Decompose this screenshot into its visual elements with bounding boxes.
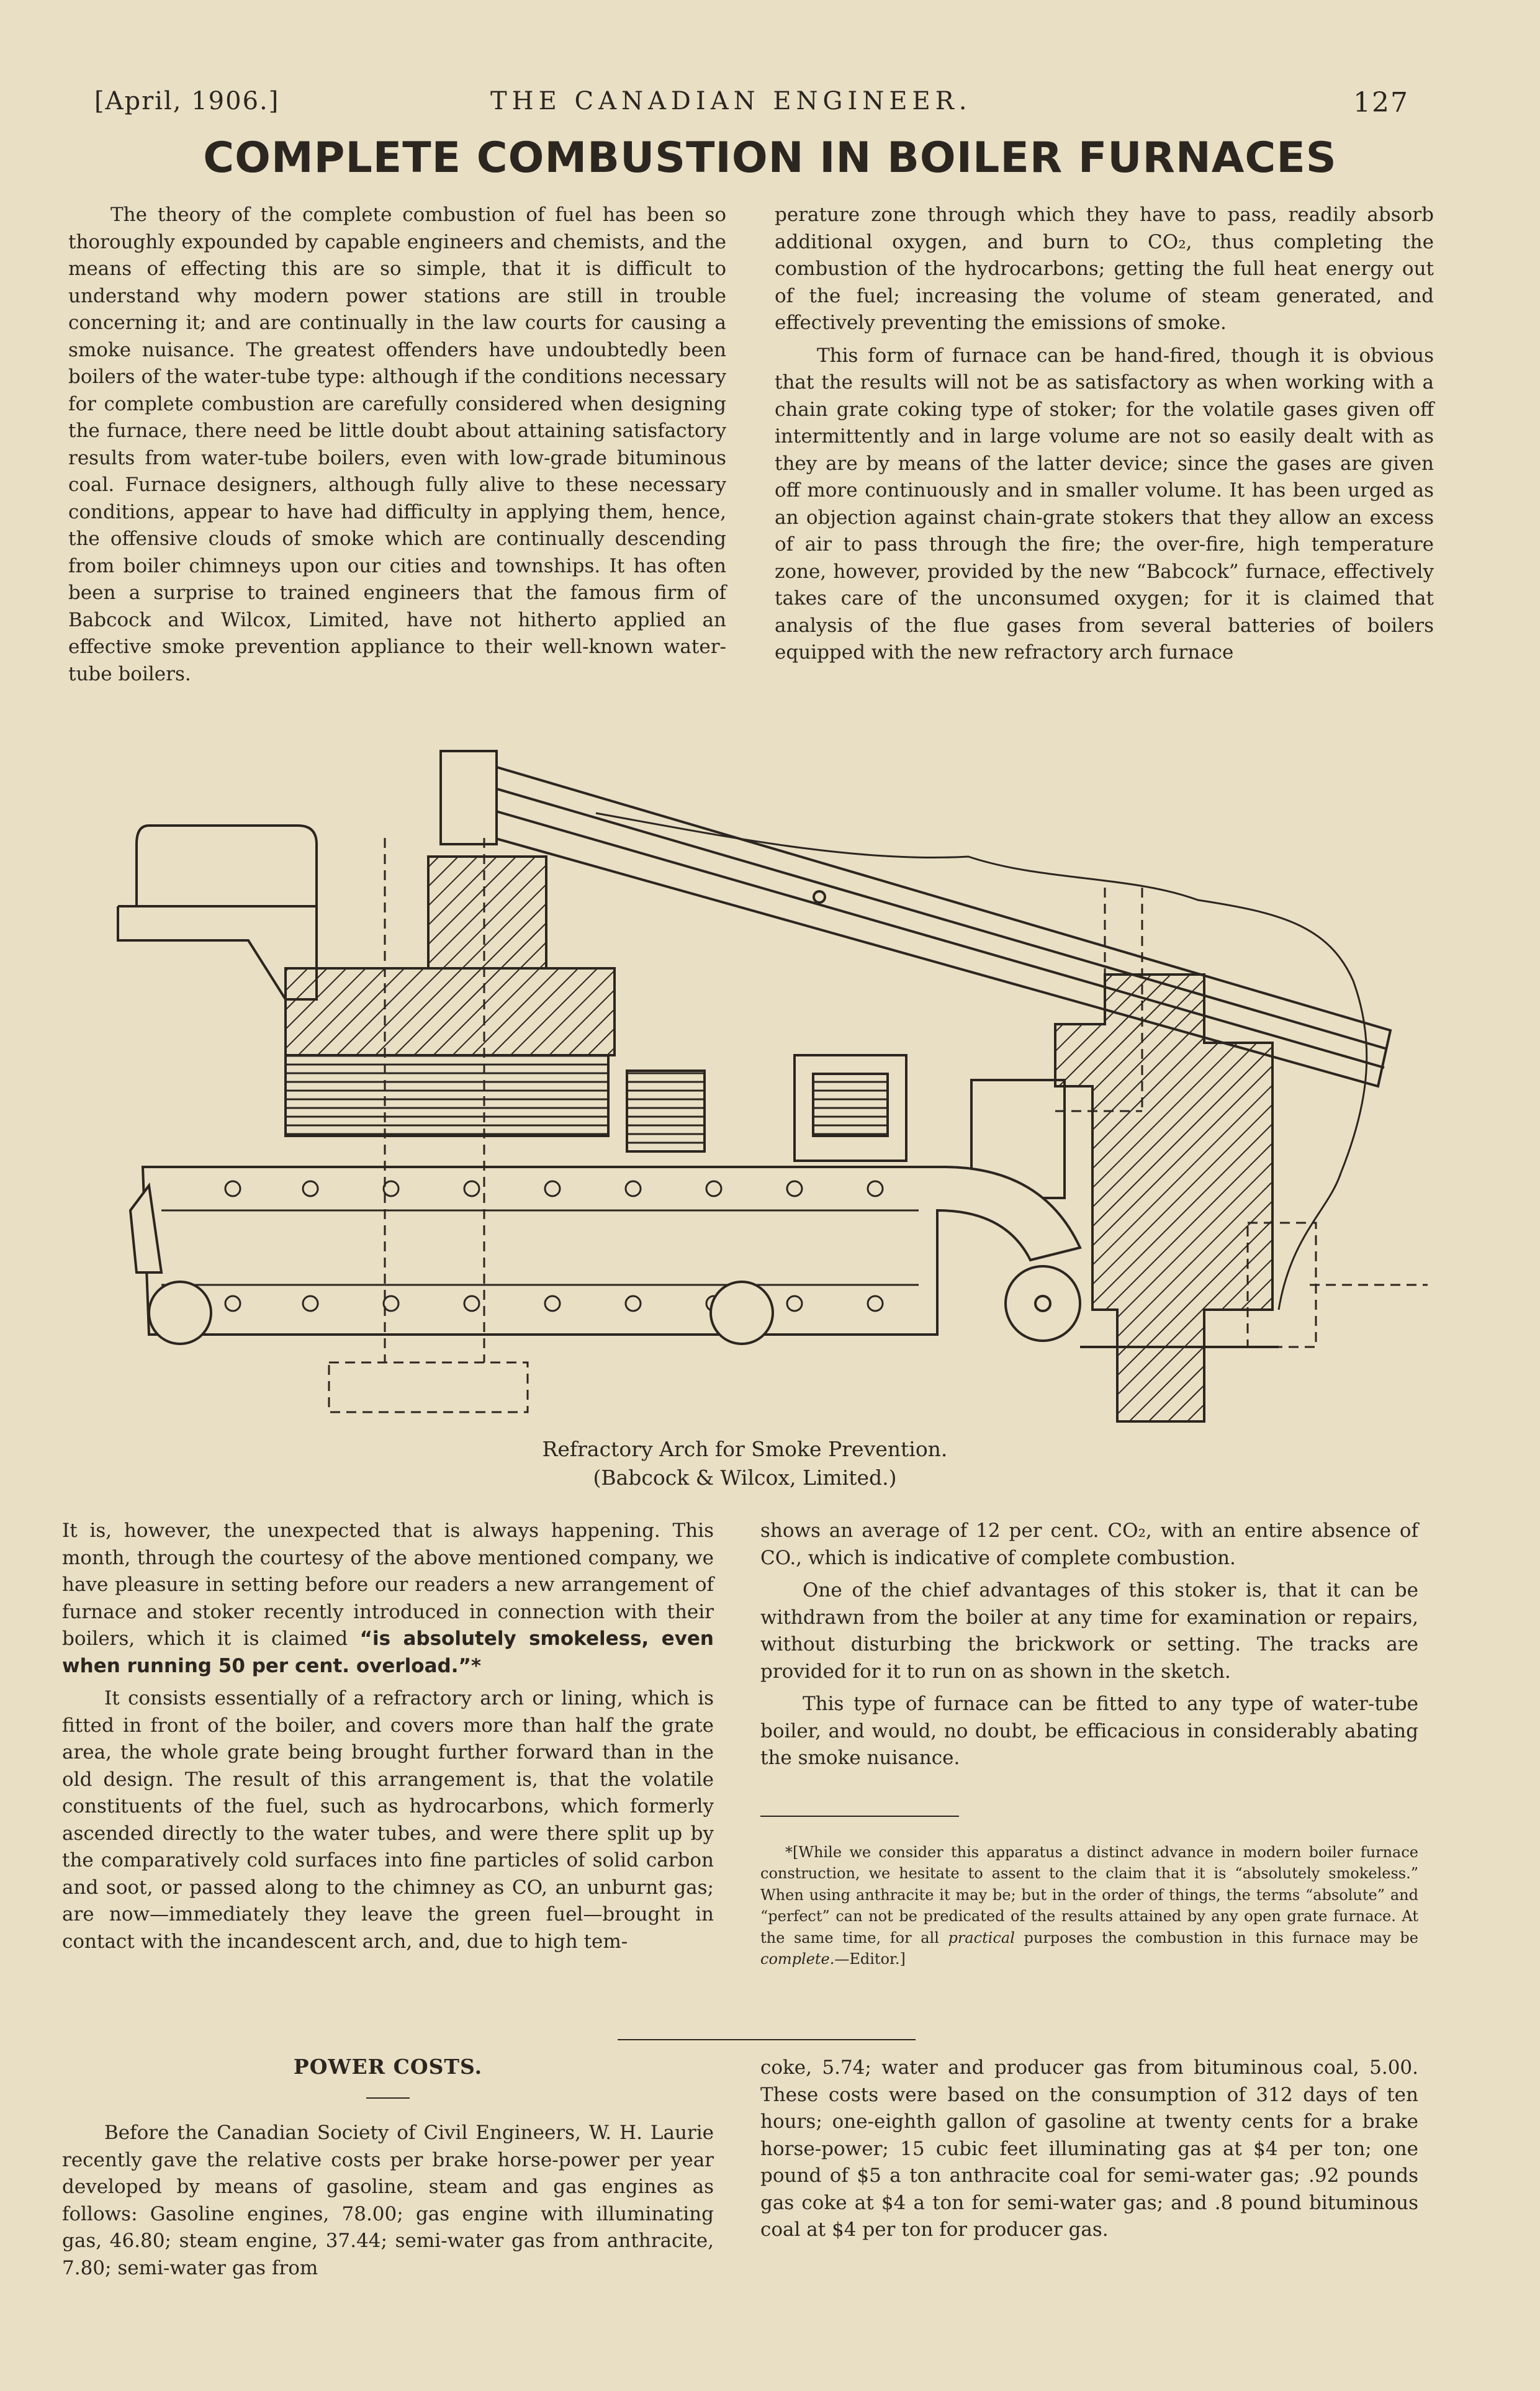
smokeless-claim-quote: “is absolutely smokeless, even when running 50 per cent. overload.”* <box>62 1628 714 1677</box>
footnote-divider <box>760 1816 959 1817</box>
header-date: [April, 1906.] <box>94 87 280 115</box>
article-paragraph: shows an average of 12 per cent. CO₂, with an entire absence of CO., which is indicative of complete combustion. <box>760 1520 1418 1569</box>
footnote-text: —Editor.] <box>834 1950 906 1968</box>
footnote-text: *[While we consider this apparatus a distinct advance in modern boiler furnace construction, we hesitate to assent to the claim that it is “absolutely smokeless.” When using anthracite it may be; but in the order of things, the terms “absolute” and “perfect” can not be predicated of the results attained by any open grate furnace. At the same time, for all <box>760 1843 1418 1947</box>
figure-caption-credit: (Babcock & Wilcox, Limited.) <box>593 1466 897 1490</box>
power-costs-title: POWER COSTS. <box>293 2055 483 2079</box>
article-paragraph: The theory of the complete combustion of fuel has been so thoroughly expounded by capable engineers and chemists, and the means of effecting this are so simple, that it is difficult to understand why modern power stations are still in trouble concerning it; and are continually in the law courts for causing a smoke nuisance. The greatest offenders have undoubtedly been boilers of the water-tube type: although if the conditions necessary for complete combustion are carefully considered when designing the furnace, there need be little doubt about attaining satisfactory results from water-tube boilers, even with low-grade bituminous coal. Furnace designers, although fully alive to these necessary conditions, appear to have had difficulty in applying them, hence, the offensive clouds of smoke which are continually descending from boiler chimneys upon our cities and townships. It has often been a surprise to trained engineers that the famous firm of Babcock and Wilcox, Limited, have not hitherto applied an effective smoke prevention appliance to their well-known water-tube boilers. <box>68 204 726 685</box>
furnace-diagram <box>112 739 1440 1434</box>
title-rule <box>366 2097 410 2099</box>
article-paragraph: This type of furnace can be fitted to any type of water-tube boiler, and would, no doubt, be efficacious in considerably abating the smoke nuisance. <box>760 1693 1418 1769</box>
power-costs-paragraph: Before the Canadian Society of Civil Engineers, W. H. Laurie recently gave the relative costs per brake horse-power per year developed by means of gasoline, steam and gas engines as follows: Gasoline engines, 78.00; gas engine with illuminating gas, 46.80; steam engine, 37.44; semi-water gas from anthracite, 7.80; semi-water gas from <box>62 2122 714 2279</box>
article-paragraph: It consists essentially of a refractory arch or lining, which is fitted in front of the boiler, and covers more than half the grate area, the whole grate being brought further forward than in the old design. The result of this arrangement is, that the volatile constituents of the fuel, such as hydrocarbons, which formerly ascended directly to the water tubes, and were there split up by the comparatively cold surfaces into fine particles of solid carbon and soot, or passed along to the chimney as CO, an unburnt gas; are now—immediately they leave the green fuel—brought in contact with the incandescent arch, and, due to high tem- <box>62 1687 714 1953</box>
footnote-text: purposes the combustion in this furnace may be <box>1024 1929 1418 1947</box>
article-paragraph <box>62 1518 714 1680</box>
power-costs-column-left <box>62 2055 714 2282</box>
figure-caption-title: Refractory Arch for Smoke Prevention. <box>542 1437 948 1461</box>
article-title: COMPLETE COMBUSTION IN BOILER FURNACES <box>203 133 1337 182</box>
article-paragraph-text: It is, however, the unexpected that is always happening. This month, through the courtesy of the above mentioned company, we have pleasure in setting before our readers a new arrangement of furnace and stoker recently introduced in connection with their boilers, which it is claimed <box>62 1520 714 1650</box>
article-column-left-top <box>68 202 726 688</box>
article-paragraph: This form of furnace can be hand-fired, though it is obvious that the results will not be as satisfactory as when working with a chain grate coking type of stoker; for the volatile gases given off intermittently and in large volume are not so easily dealt with as they are by means of the latter device; since the gases are given off more continuously and in smaller volume. It has been urged as an objection against chain-grate stokers that they allow an excess of air to pass through the fire; the over-fire, high temperature zone, however, provided by the new “Babcock” furnace, effectively takes care of the unconsumed oxygen; for it is claimed that analysis of the flue gases from several batteries of boilers equipped with the new refractory arch furnace <box>775 344 1434 664</box>
figure-caption <box>372 1435 1117 1492</box>
editor-footnote <box>760 1842 1418 1970</box>
power-costs-column-right <box>760 2055 1418 2244</box>
article-paragraph: One of the chief advantages of this stoker is, that it can be withdrawn from the boiler at any time for examination or repairs, without disturbing the brickwork or setting. The tracks are provided for it to run on as shown in the sketch. <box>760 1579 1418 1683</box>
footnote-emphasis: practical <box>948 1929 1015 1947</box>
article-paragraph: perature zone through which they have to pass, readily absorb additional oxygen, and burn to CO₂, thus completing the combustion of the hydrocarbons; getting the full heat energy out of the fuel; increasing the volume of steam generated, and effectively preventing the emissions of smoke. <box>775 204 1434 334</box>
header-journal-name: THE CANADIAN ENGINEER. <box>490 87 972 115</box>
article-column-right-top <box>775 202 1434 667</box>
section-divider <box>618 2039 916 2040</box>
article-column-right-bottom <box>760 1518 1418 1970</box>
power-costs-paragraph: coke, 5.74; water and producer gas from bituminous coal, 5.00. These costs were based on the consumption of 312 days of ten hours; one-eighth gallon of gasoline at twenty cents for a brake horse-power; 15 cubic feet illuminating gas at $4 per ton; one pound of $5 a ton anthracite coal for semi-water gas; .92 pounds gas coke at $4 a ton for semi-water gas; and .8 pound bituminous coal at $4 per ton for producer gas. <box>760 2056 1418 2241</box>
header-page-number: 127 <box>1353 87 1409 119</box>
footnote-emphasis: complete. <box>760 1950 835 1968</box>
article-column-left-bottom <box>62 1518 714 1955</box>
